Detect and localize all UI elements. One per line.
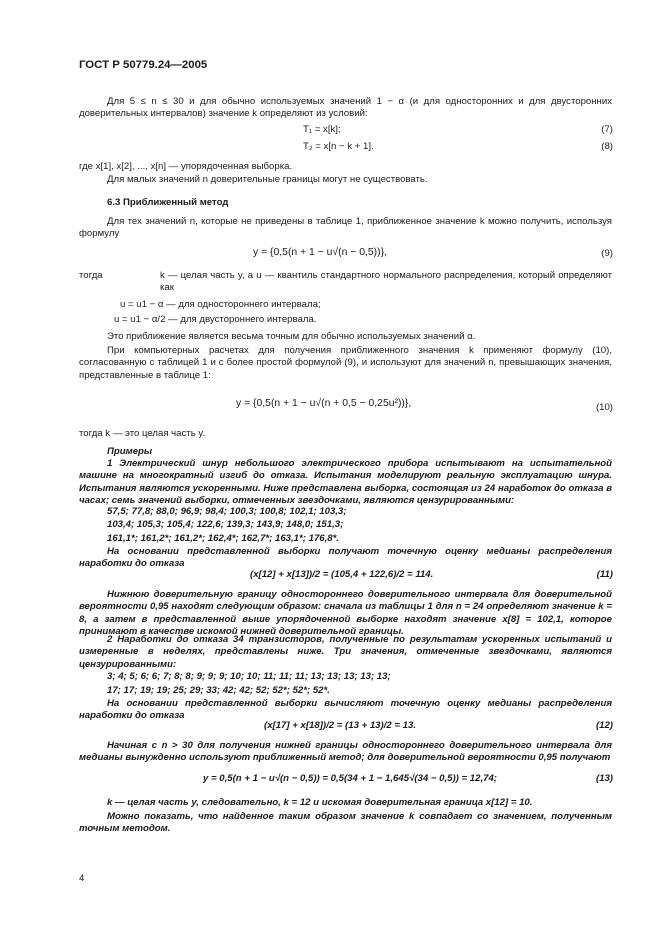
- example-2-final: Можно показать, что найденное таким образом значение k совпадает со значением, полученным точным методом.: [79, 811, 612, 835]
- section-heading: 6.3 Приближенный метод: [107, 197, 229, 208]
- u-two-sided: u = u1 − α/2 — для двустороннего интервала.: [114, 314, 317, 325]
- equation-12: (x[17] + x[18])/2 = (13 + 13)/2 = 13.: [264, 720, 416, 731]
- equation-13-number: (13): [595, 773, 613, 784]
- example-1-basis: На основании представленной выборки получают точечную оценку медианы распределения наработки до отказа: [79, 546, 612, 570]
- equation-9: y = {0,5(n + 1 − u√(n − 0,5))},: [253, 247, 387, 258]
- equation-9-number: (9): [601, 248, 613, 259]
- equation-12-number: (12): [595, 720, 613, 731]
- example-1-data-line: 57,5; 77,8; 88,0; 96,9; 98,4; 100,3; 100,8; 102,1; 103,3;: [107, 506, 347, 517]
- paragraph-small-n: Для малых значений n доверительные границы могут не существовать.: [107, 174, 428, 185]
- example-2-data-line: 17; 17; 19; 19; 25; 29; 33; 42; 42; 52; 52*; 52*; 52*.: [107, 685, 330, 696]
- equation-7: T₁ = x[k];: [303, 124, 341, 135]
- paragraph-computer: При компьютерных расчетах для получения приближенного значения k применяют формулу (10), согласованную с таблицей 1 и с более простой формулой (9), и используют для значений n, превышающих значения, представленные в таблице 1:: [79, 345, 612, 381]
- paragraph-accuracy: Это приближение является весьма точным для обычно используемых значений α.: [107, 331, 476, 342]
- then-label-1: тогда: [79, 270, 103, 281]
- example-1-data-line: 161,1*; 161,2*; 161,2*; 162,4*; 162,7*; 163,1*; 176,8*.: [107, 533, 340, 544]
- example-1-data-line: 103,4; 105,3; 105,4; 122,6; 139,3; 143,9; 148,0; 151,3;: [107, 519, 344, 530]
- equation-13: y = 0,5(n + 1 − u√(n − 0,5)) = 0,5(34 + 1 − 1,645√(34 − 0,5)) = 12,74;: [203, 773, 497, 784]
- then-definition-1: k — целая часть y, а u — квантиль стандартного нормального распределения, который определяют как: [160, 270, 612, 294]
- equation-11: (x[12] + x[13])/2 = (105,4 + 122,6)/2 = 114.: [250, 569, 434, 580]
- example-2-k-result: k — целая часть y, следовательно, k = 12 и искомая доверительная граница x[12] = 10.: [107, 797, 533, 808]
- u-one-sided: u = u1 − α — для одностороннего интервала;: [120, 299, 321, 310]
- equation-8: T₂ = x[n − k + 1].: [303, 141, 374, 152]
- equation-11-number: (11): [596, 569, 613, 580]
- equation-10-number: (10): [595, 402, 613, 413]
- then-label-2: тогда k — это целая часть y.: [79, 428, 206, 439]
- example-2-text: 2 Наработки до отказа 34 транзисторов, полученные по результатам ускоренных испытаний и измеренные в неделях, представлены ниже. Три значения, отмеченные звездочками, являются цензурированными:: [79, 634, 612, 670]
- example-2-approx-start: Начиная с n > 30 для получения нижней границы одностороннего доверительного интервала для медианы вынужденно используют приближенный метод; для доверительной вероятности 0,95 получают: [79, 740, 612, 764]
- example-2-data-line: 3; 4; 5; 6; 6; 7; 8; 8; 9; 9; 9; 10; 10; 11; 11; 11; 13; 13; 13; 13; 13;: [107, 671, 391, 682]
- page-number: 4: [79, 873, 85, 884]
- paragraph-conditions: Для 5 ≤ n ≤ 30 и для обычно используемых значений 1 − α (и для односторонних и для двусторонних доверительных интервалов) значение k определяют из условий:: [79, 96, 612, 120]
- where-sequence: где x[1], x[2], ..., x[n] — упорядоченная выборка.: [79, 161, 293, 172]
- equation-7-number: (7): [601, 124, 613, 135]
- paragraph-approx: Для тех значений n, которые не приведены в таблице 1, приближенное значение k можно получить, используя формулу: [79, 216, 612, 240]
- example-2-basis: На основании представленной выборки вычисляют точечную оценку медианы распределения наработки до отказа: [79, 698, 612, 722]
- example-1-text: 1 Электрический шнур небольшого электрического прибора испытывают на испытательной машине на многократный изгиб до отказа. Испытания моделируют реальную эксплуатацию шнура. Испытания являются ускоренными. Ниже представлена выборка, состоящая из 24 наработок до отказа в часах; семь значений выборки, отмеченных звездочками, являются цензурированными:: [79, 458, 612, 507]
- equation-10: y = {0,5(n + 1 − u√(n + 0,5 − 0,25u²))},: [236, 398, 412, 409]
- equation-8-number: (8): [601, 141, 613, 152]
- examples-title: Примеры: [107, 446, 153, 457]
- example-1-lower-bound: Нижнюю доверительную границу одностороннего доверительного интервала для доверительной вероятности 0,95 находят следующим образом: сначала из таблицы 1 для n = 24 определяют значение k = 8, а затем в представленной выше упорядоченной выборке находят значение x[8] = 102,1, которое принимают в качестве искомой нижней доверительной границы.: [79, 589, 612, 638]
- document-header: ГОСТ Р 50779.24—2005: [79, 59, 208, 71]
